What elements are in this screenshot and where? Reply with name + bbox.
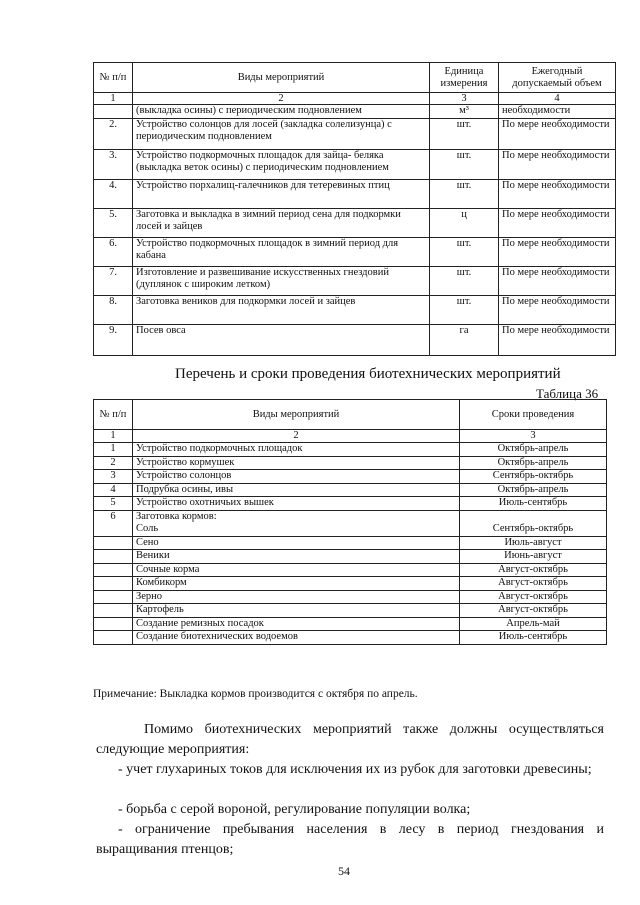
row-term: Сентябрь-октябрь bbox=[460, 523, 607, 536]
row-kind: Веники bbox=[133, 550, 460, 564]
row-unit: шт. bbox=[430, 180, 499, 209]
row-kind: Создание биотехнических водоемов bbox=[133, 631, 460, 645]
row-term: Июль-сентябрь bbox=[460, 631, 607, 645]
header-kind: Виды мероприятий bbox=[133, 400, 460, 430]
row-unit: шт. bbox=[430, 119, 499, 150]
col-number: 2 bbox=[133, 430, 460, 443]
row-num bbox=[94, 563, 133, 577]
col-number: 2 bbox=[133, 93, 430, 105]
table-row bbox=[94, 443, 607, 457]
table-row bbox=[94, 550, 607, 564]
row-term: Август-октябрь bbox=[460, 604, 607, 618]
row-volume: По мере необходимости bbox=[499, 209, 616, 238]
row-kind: Соль bbox=[133, 523, 460, 536]
measures-terms-table bbox=[93, 399, 607, 645]
table-row bbox=[94, 267, 616, 296]
row-kind: Устройство подкормочных площадок для зайца- беляка (выкладка веток осины) с периодическим подновлением bbox=[133, 150, 430, 180]
table-row bbox=[94, 510, 607, 523]
row-term: Август-октябрь bbox=[460, 563, 607, 577]
row-term: Апрель-май bbox=[460, 617, 607, 631]
row-kind: Создание ремизных посадок bbox=[133, 617, 460, 631]
row-kind: (выкладка осины) с периодическим подновлением bbox=[133, 105, 430, 119]
row-volume: По мере необходимости bbox=[499, 238, 616, 267]
table-title: Перечень и сроки проведения биотехнических мероприятий bbox=[175, 366, 561, 382]
col-number: 1 bbox=[94, 430, 133, 443]
row-num: 3 bbox=[94, 470, 133, 484]
paragraph-item: - учет глухариных токов для исключения их из рубок для заготовки древесины; bbox=[118, 762, 592, 777]
measures-volume-table bbox=[93, 62, 616, 356]
row-kind: Изготовление и развешивание искусственных гнездовий (дуплянок с широким летком) bbox=[133, 267, 430, 296]
row-kind: Устройство подкормочных площадок в зимний период для кабана bbox=[133, 238, 430, 267]
page-number: 54 bbox=[338, 864, 350, 878]
col-number: 4 bbox=[499, 93, 616, 105]
paragraph-item: - ограничение пребывания населения в лесу в период гнездования и выращивания птенцов; bbox=[96, 822, 604, 857]
table-header-row bbox=[94, 400, 607, 430]
paragraph-item: - борьба с серой вороной, регулирование популяции волка; bbox=[118, 802, 471, 817]
table-row bbox=[94, 296, 616, 325]
row-kind: Устройство солонцов bbox=[133, 470, 460, 484]
row-num bbox=[94, 604, 133, 618]
table-row bbox=[94, 325, 616, 356]
row-kind: Устройство солонцов для лосей (закладка солелизунца) с периодическим подновлением bbox=[133, 119, 430, 150]
table-row bbox=[94, 617, 607, 631]
table-row bbox=[94, 523, 607, 536]
row-kind: Заготовка кормов: bbox=[133, 510, 460, 523]
column-number-row bbox=[94, 430, 607, 443]
row-unit: шт. bbox=[430, 296, 499, 325]
row-num bbox=[94, 536, 133, 550]
header-kind: Виды мероприятий bbox=[133, 63, 430, 93]
col-number: 3 bbox=[460, 430, 607, 443]
row-num: 2 bbox=[94, 456, 133, 470]
table-row bbox=[94, 631, 607, 645]
row-num: 5 bbox=[94, 497, 133, 511]
table-row bbox=[94, 536, 607, 550]
row-unit: шт. bbox=[430, 238, 499, 267]
row-kind: Устройство порхалищ-галечников для тетеревиных птиц bbox=[133, 180, 430, 209]
header-num: № п/п bbox=[94, 63, 133, 93]
table-row bbox=[94, 180, 616, 209]
row-term: Август-октябрь bbox=[460, 577, 607, 591]
header-unit: Единица измерения bbox=[430, 63, 499, 93]
row-volume: По мере необходимости bbox=[499, 150, 616, 180]
row-kind: Устройство охотничьих вышек bbox=[133, 497, 460, 511]
row-volume: По мере необходимости bbox=[499, 119, 616, 150]
row-kind: Сено bbox=[133, 536, 460, 550]
table-row bbox=[94, 238, 616, 267]
row-num: 2. bbox=[94, 119, 133, 150]
row-num: 1 bbox=[94, 443, 133, 457]
column-number-row bbox=[94, 93, 616, 105]
row-unit: га bbox=[430, 325, 499, 356]
row-num: 7. bbox=[94, 267, 133, 296]
row-num: 4. bbox=[94, 180, 133, 209]
table-header-row bbox=[94, 63, 616, 93]
row-kind: Комбикорм bbox=[133, 577, 460, 591]
col-number: 3 bbox=[430, 93, 499, 105]
row-unit: шт. bbox=[430, 150, 499, 180]
table-row bbox=[94, 470, 607, 484]
table-row bbox=[94, 604, 607, 618]
row-num bbox=[94, 550, 133, 564]
row-num: 3. bbox=[94, 150, 133, 180]
header-term: Сроки проведения bbox=[460, 400, 607, 430]
row-num: 9. bbox=[94, 325, 133, 356]
header-num: № п/п bbox=[94, 400, 133, 430]
row-volume: По мере необходимости bbox=[499, 296, 616, 325]
row-term: Октябрь-апрель bbox=[460, 456, 607, 470]
table-row bbox=[94, 563, 607, 577]
row-volume: По мере необходимости bbox=[499, 267, 616, 296]
table-row bbox=[94, 577, 607, 591]
row-num bbox=[94, 617, 133, 631]
table-row bbox=[94, 105, 616, 119]
row-term: Август-октябрь bbox=[460, 590, 607, 604]
table-row bbox=[94, 456, 607, 470]
row-volume: необходимости bbox=[499, 105, 616, 119]
row-kind: Посев овса bbox=[133, 325, 430, 356]
table-row bbox=[94, 590, 607, 604]
table-row bbox=[94, 119, 616, 150]
table-row bbox=[94, 497, 607, 511]
paragraph-intro: Помимо биотехнических мероприятий также должны осуществляться следующие мероприятия: bbox=[96, 722, 604, 757]
row-kind: Сочные корма bbox=[133, 563, 460, 577]
row-num bbox=[94, 105, 133, 119]
table-row bbox=[94, 150, 616, 180]
row-num: 8. bbox=[94, 296, 133, 325]
table-row bbox=[94, 209, 616, 238]
row-kind: Подрубка осины, ивы bbox=[133, 483, 460, 497]
row-volume: По мере необходимости bbox=[499, 325, 616, 356]
row-num: 6 bbox=[94, 510, 133, 536]
row-kind: Устройство кормушек bbox=[133, 456, 460, 470]
table-note: Примечание: Выкладка кормов производится с октября по апрель. bbox=[93, 688, 418, 700]
row-num: 6. bbox=[94, 238, 133, 267]
row-unit: ц bbox=[430, 209, 499, 238]
row-kind: Зерно bbox=[133, 590, 460, 604]
row-term: Июль-сентябрь bbox=[460, 497, 607, 511]
row-kind: Заготовка веников для подкормки лосей и зайцев bbox=[133, 296, 430, 325]
row-num: 4 bbox=[94, 483, 133, 497]
row-volume: По мере необходимости bbox=[499, 180, 616, 209]
row-term: Октябрь-апрель bbox=[460, 443, 607, 457]
row-kind: Устройство подкормочных площадок bbox=[133, 443, 460, 457]
row-term bbox=[460, 510, 607, 523]
row-num bbox=[94, 631, 133, 645]
table-number: Таблица 36 bbox=[536, 386, 599, 401]
row-term: Сентябрь-октябрь bbox=[460, 470, 607, 484]
row-unit: м³ bbox=[430, 105, 499, 119]
row-num bbox=[94, 577, 133, 591]
row-unit: шт. bbox=[430, 267, 499, 296]
header-volume: Ежегодный допускаемый объем bbox=[499, 63, 616, 93]
table-row bbox=[94, 483, 607, 497]
col-number: 1 bbox=[94, 93, 133, 105]
row-num: 5. bbox=[94, 209, 133, 238]
row-kind: Картофель bbox=[133, 604, 460, 618]
row-term: Октябрь-апрель bbox=[460, 483, 607, 497]
row-term: Июль-август bbox=[460, 536, 607, 550]
row-term: Июнь-август bbox=[460, 550, 607, 564]
row-kind: Заготовка и выкладка в зимний период сена для подкормки лосей и зайцев bbox=[133, 209, 430, 238]
row-num bbox=[94, 590, 133, 604]
